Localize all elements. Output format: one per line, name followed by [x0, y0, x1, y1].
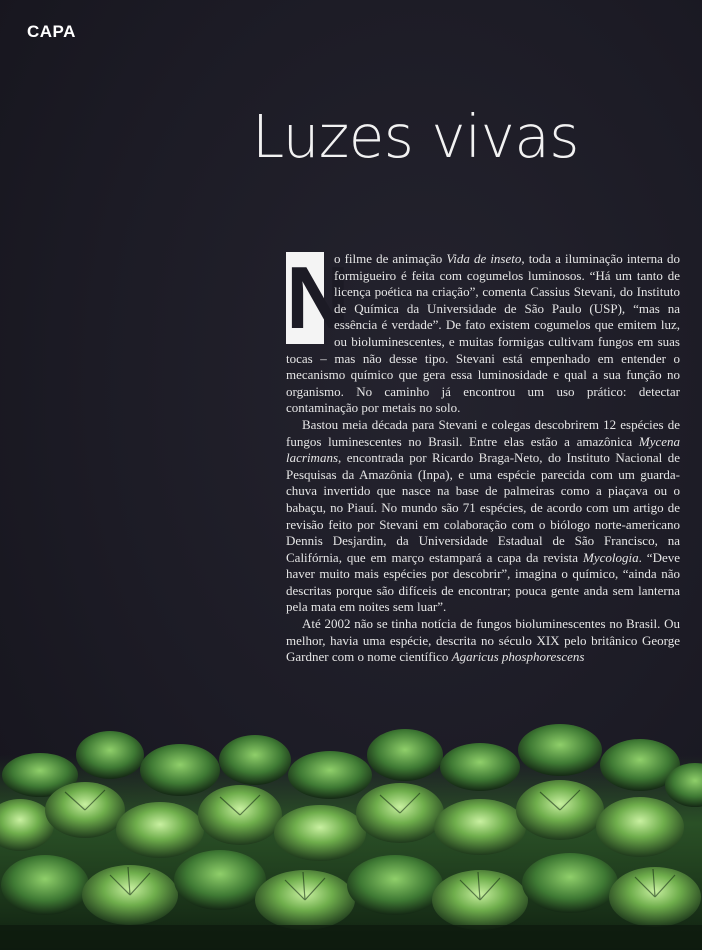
headline: Luzes vivas	[252, 102, 579, 171]
article-body	[286, 248, 681, 666]
paragraph-3: Até 2002 não se tinha notícia de fungos bioluminescentes no Brasil. Ou melhor, havia uma espécie, descrita no século XIX pelo britânico George Gardner com o nome científico Agaricus phosphorescens	[286, 616, 680, 665]
section-label: CAPA	[27, 22, 76, 41]
drop-cap: N	[286, 248, 350, 347]
paragraph-1: o filme de animação Vida de inseto, toda a iluminação interna do formigueiro é feita com cogumelos luminosos. “Há um tanto de licença poética na criação”, comenta Cassius Stevani, do Instituto de Química da Universidade de São Paulo (USP), “mas na essência é verdade”. De fato existem cogumelos que emitem luz, ou bioluminescentes, e muitas formigas cultivam fungos em suas tocas – mas não desse tipo. Stevani está empenhado em entender o mecanismo químico que gera essa luminosidade e qual a sua função no organismo. No caminho já encontrou um uso prático: detectar contaminação por metais no solo.	[286, 251, 680, 416]
glowing-mushrooms-image	[0, 715, 702, 950]
paragraph-2: Bastou meia década para Stevani e colegas descobrirem 12 espécies de fungos luminescentes no Brasil. Entre elas estão a amazônica Mycena lacrimans, encontrada por Ricardo Braga-Neto, do Instituto Nacional de Pesquisas da Amazônia (Inpa), e uma espécie parecida com um guarda-chuva invertido que nasce na base de palmeiras como a piaçava ou o babaçu, no Piauí. No mundo são 71 espécies, de acordo com um artigo de revisão feito por Stevani em colaboração com o biólogo norte-americano Dennis Desjardin, da Universidade Estadual de São Francisco, na Califórnia, que em março estampará a capa da revista Mycologia. “Deve haver muito mais espécies por descobrir”, imagina o químico, “ainda não descritas porque são difíceis de encontrar; pouca gente anda sem lanterna pela mata em noites sem luar”.	[286, 416, 681, 615]
